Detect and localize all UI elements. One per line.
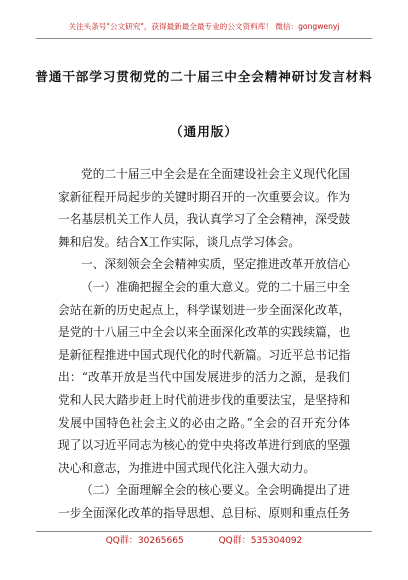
paragraph-line: 现了以习近平同志为核心的党中央将改革进行到底的坚强 [58,438,350,453]
paragraph-line: 是新征程推进中国式现代化的时代新篇。习近平总书记指 [58,347,350,362]
page-header [36,20,372,39]
document-subtitle: （通用版） [170,124,238,139]
footer-qq-group-1: QQ群：30265665 [105,536,184,546]
paragraph-line: 会站在新的历史起点上，科学谋划进一步全面深化改革， [58,302,350,317]
paragraph-line: 党和人民大踏步赶上时代前进步伐的重要法宝，是坚持和 [58,392,350,407]
document-title: 普通干部学习贯彻党的二十届三中全会精神研讨发言材料 [35,69,373,84]
section-heading: 一、深刻领会全会精神实质，坚定推进改革开放信心 [81,257,350,272]
paragraph-line: （一）准确把握全会的重大意义。党的二十届三中全 [81,279,350,294]
paragraph-line: 一步全面深化改革的指导思想、总目标、原则和重点任务 [58,505,350,520]
page-footer [36,531,372,552]
paragraph-line: 是党的十八届三中全会以来全面深化改革的实践续篇，也 [58,325,350,340]
footer-qq-group-2: QQ群：535304092 [218,536,303,546]
paragraph-line: 一名基层机关工作人员，我认真学习了全会精神，深受鼓 [58,212,350,227]
paragraph-line: 出：“改革开放是当代中国发展进步的活力之源，是我们 [58,370,350,385]
paragraph-line: （二）全面理解全会的核心要义。全会明确提出了进 [81,483,350,498]
paragraph-line: 党的二十届三中全会是在全面建设社会主义现代化国 [81,167,350,181]
paragraph-line: 决心和意志，为推进中国式现代化注入强大动力。 [58,460,316,475]
paragraph-line: 发展中国特色社会主义的必由之路。”全会的召开充分体 [58,415,350,430]
document-body [58,163,350,525]
header-promo-text: 关注头条号"公文研究"，获得最新最全最专业的公文资料库！ 微信：gongwenyj [68,22,340,31]
paragraph-line: 家新征程开局起步的关键时期召开的一次重要会议。作为 [58,189,350,204]
paragraph-line: 舞和启发。结合X工作实际，谈几点学习体会。 [58,234,301,249]
